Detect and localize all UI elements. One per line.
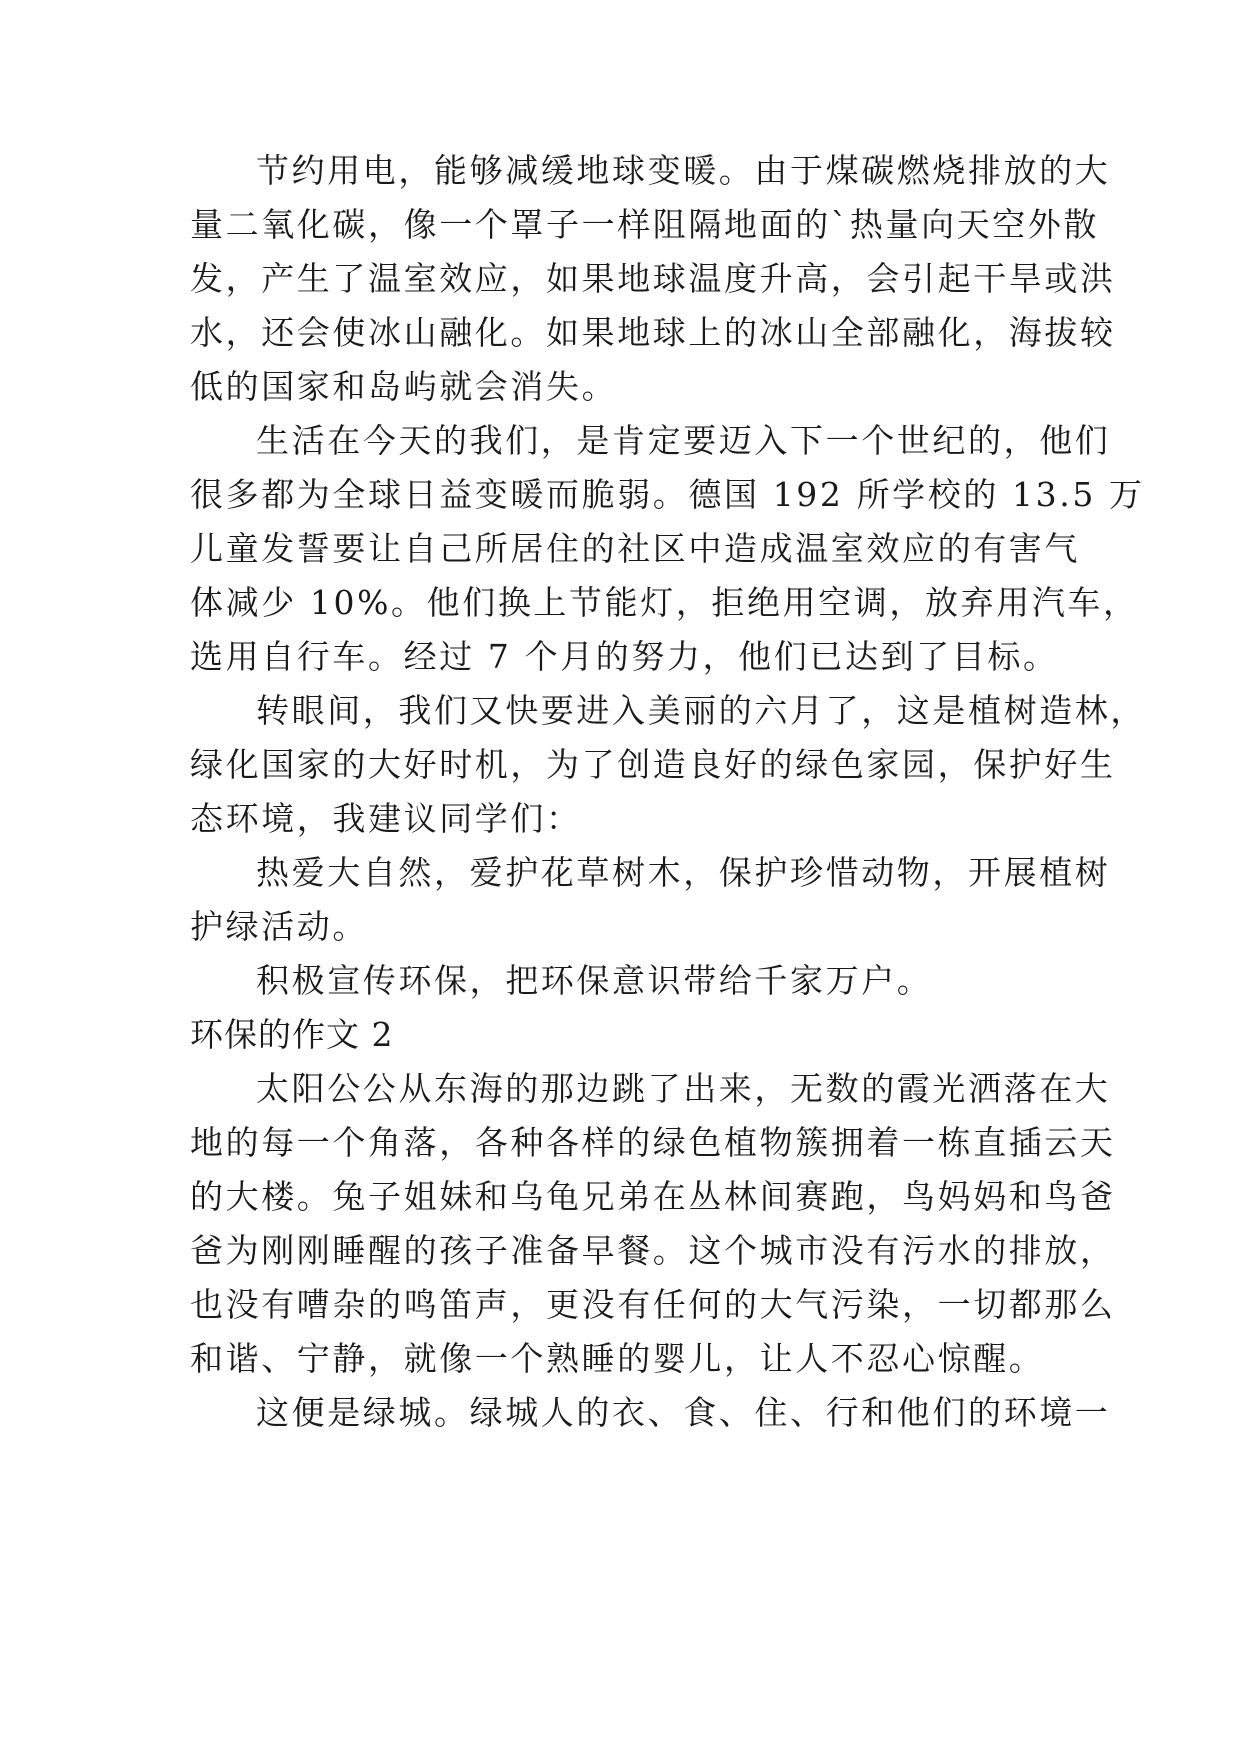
paragraph-1-line-5: 低的国家和岛屿就会消失。	[190, 367, 618, 406]
paragraph-2-line-4: 体减少 10%。他们换上节能灯，拒绝用空调，放弃用汽车，	[190, 583, 1139, 622]
paragraph-1-line-3: 发，产生了温室效应，如果地球温度升高，会引起干旱或洪	[190, 259, 1116, 298]
paragraph-4-line-2: 护绿活动。	[190, 907, 368, 946]
paragraph-3-line-2: 绿化国家的大好时机，为了创造良好的绿色家园，保护好生	[190, 745, 1116, 784]
paragraph-6-line-6: 和谐、宁静，就像一个熟睡的婴儿，让人不忍心惊醒。	[190, 1339, 1045, 1378]
paragraph-6-line-2: 地的每一个角落，各种各样的绿色植物簇拥着一栋直插云天	[190, 1123, 1116, 1162]
paragraph-1-line-1: 节约用电，能够减缓地球变暖。由于煤碳燃烧排放的大	[256, 151, 1111, 190]
paragraph-2-line-1: 生活在今天的我们，是肯定要迈入下一个世纪的，他们	[256, 421, 1111, 460]
paragraph-2-line-5: 选用自行车。经过 7 个月的努力，他们已达到了目标。	[190, 637, 1059, 676]
paragraph-1-line-2: 量二氧化碳，像一个罩子一样阻隔地面的`热量向天空外散	[190, 205, 1100, 244]
paragraph-6-line-4: 爸为刚刚睡醒的孩子准备早餐。这个城市没有污水的排放，	[190, 1231, 1116, 1270]
section-heading: 环保的作文 2	[190, 1015, 394, 1054]
paragraph-6-line-3: 的大楼。兔子姐妹和乌龟兄弟在丛林间赛跑，鸟妈妈和鸟爸	[190, 1177, 1116, 1216]
paragraph-3-line-3: 态环境，我建议同学们：	[190, 799, 582, 838]
paragraph-3-line-1: 转眼间，我们又快要进入美丽的六月了，这是植树造林，	[256, 691, 1146, 730]
paragraph-2-line-3: 儿童发誓要让自己所居住的社区中造成温室效应的有害气	[190, 529, 1080, 568]
paragraph-6-line-5: 也没有嘈杂的鸣笛声，更没有任何的大气污染，一切都那么	[190, 1285, 1116, 1324]
paragraph-7-line-1: 这便是绿城。绿城人的衣、食、住、行和他们的环境一	[256, 1393, 1111, 1432]
paragraph-4-line-1: 热爱大自然，爱护花草树木，保护珍惜动物，开展植树	[256, 853, 1111, 892]
paragraph-6-line-1: 太阳公公从东海的那边跳了出来，无数的霞光洒落在大	[256, 1069, 1111, 1108]
paragraph-2-line-2: 很多都为全球日益变暖而脆弱。德国 192 所学校的 13.5 万	[190, 475, 1145, 514]
paragraph-1-line-4: 水，还会使冰山融化。如果地球上的冰山全部融化，海拔较	[190, 313, 1116, 352]
paragraph-5-line-1: 积极宣传环保，把环保意识带给千家万户。	[256, 961, 933, 1000]
